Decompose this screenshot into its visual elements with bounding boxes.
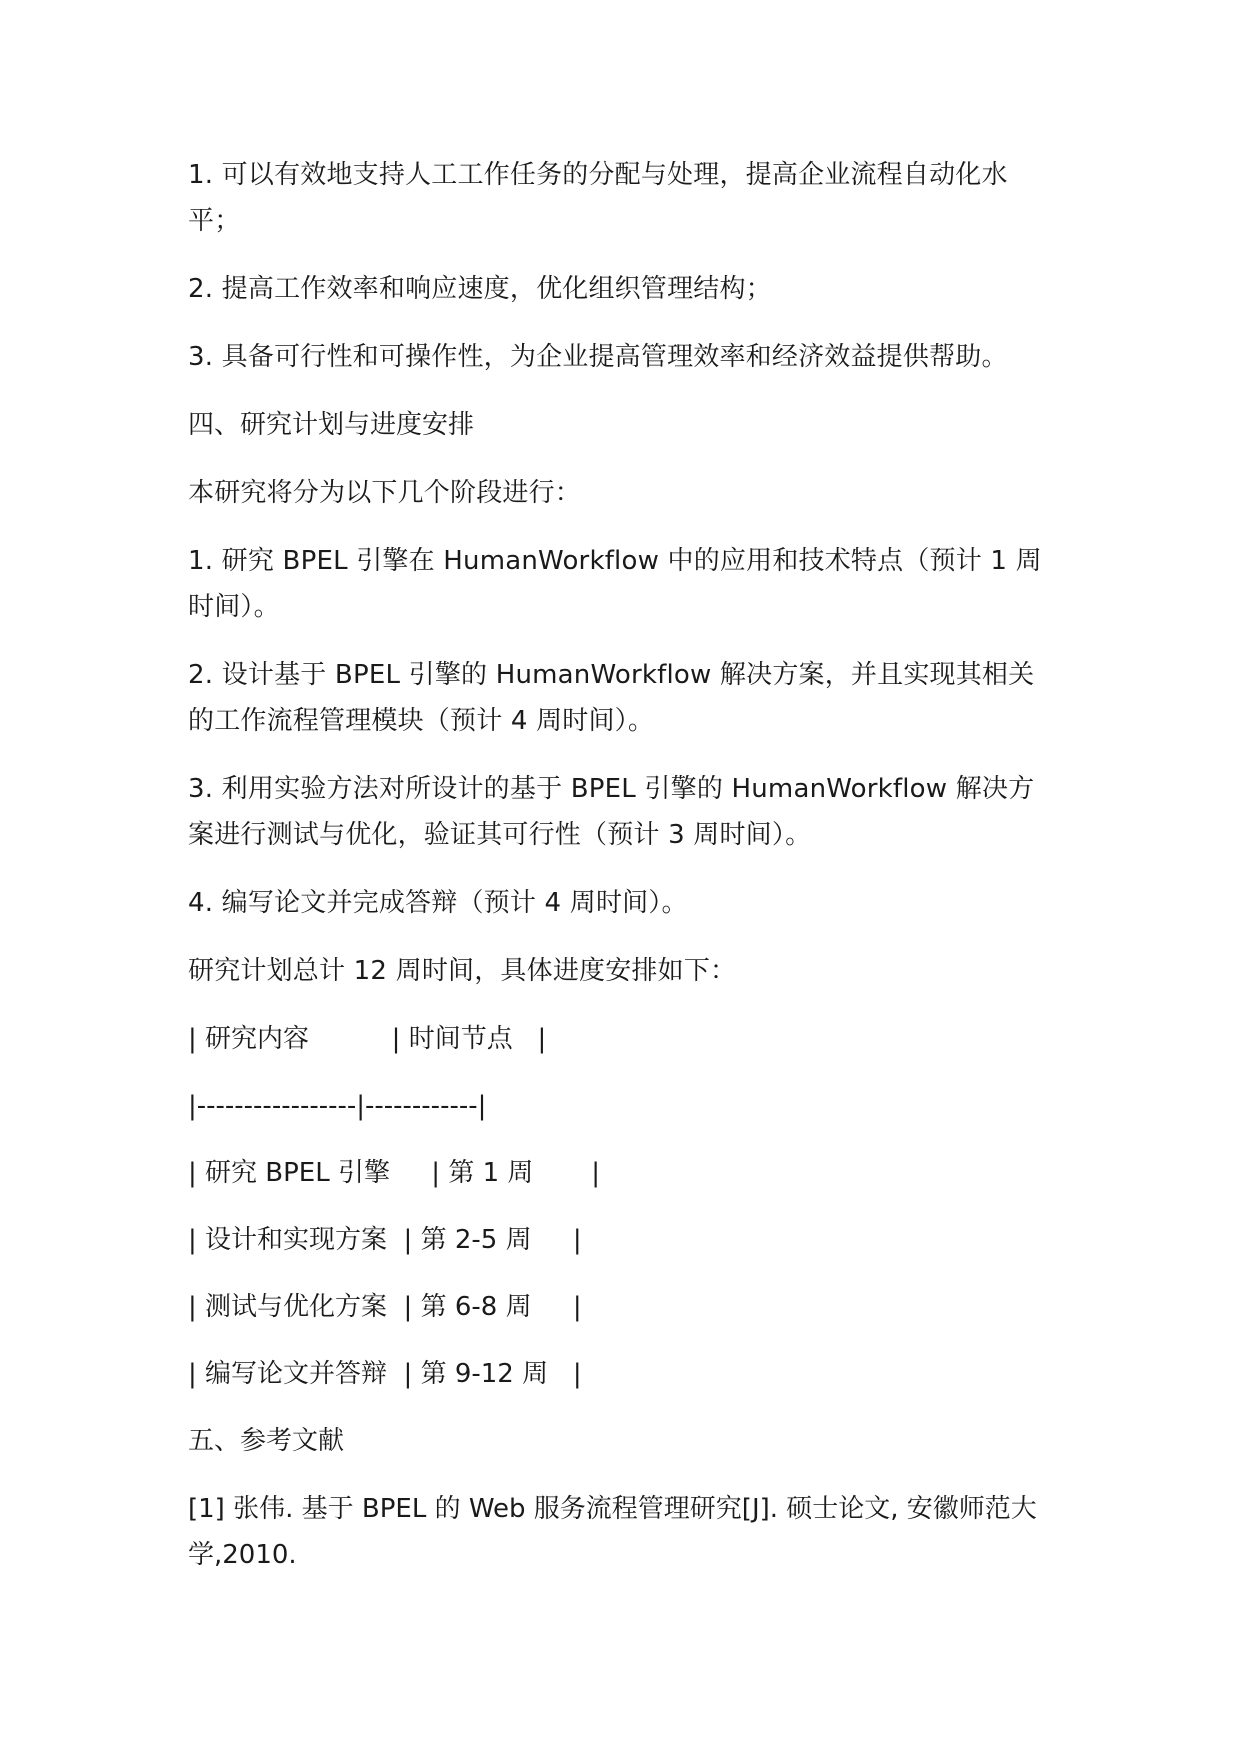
schedule-table xyxy=(188,1016,1058,1397)
benefit-item-3: 3. 具备可行性和可操作性，为企业提高管理效率和经济效益提供帮助。 xyxy=(188,342,1008,372)
plan-summary: 研究计划总计 12 周时间，具体进度安排如下： xyxy=(188,956,737,986)
schedule-table-row: | 测试与优化方案 | 第 6-8 周 | xyxy=(188,1292,582,1322)
schedule-table-header: | 研究内容 | 时间节点 | xyxy=(188,1024,547,1054)
section-5-heading: 五、参考文献 xyxy=(188,1426,345,1456)
reference-item-1: [1] 张伟. 基于 BPEL 的 Web 服务流程管理研究[J]. 硕士论文, 安徽师范大学,2010. xyxy=(188,1494,1037,1570)
stage-item-2: 2. 设计基于 BPEL 引擎的 HumanWorkflow 解决方案，并且实现其相关的工作流程管理模块（预计 4 周时间）。 xyxy=(188,660,1035,736)
benefit-item-2: 2. 提高工作效率和响应速度，优化组织管理结构； xyxy=(188,274,772,304)
stage-item-3: 3. 利用实验方法对所设计的基于 BPEL 引擎的 HumanWorkflow 解决方案进行测试与优化，验证其可行性（预计 3 周时间）。 xyxy=(188,774,1035,850)
schedule-table-row: | 设计和实现方案 | 第 2-5 周 | xyxy=(188,1225,582,1255)
schedule-table-row: | 编写论文并答辩 | 第 9-12 周 | xyxy=(188,1359,582,1389)
document-body xyxy=(188,152,1058,1578)
stage-item-1: 1. 研究 BPEL 引擎在 HumanWorkflow 中的应用和技术特点（预计 1 周时间）。 xyxy=(188,546,1042,622)
schedule-table-separator: |-----------------|------------| xyxy=(188,1091,487,1121)
section-4-heading: 四、研究计划与进度安排 xyxy=(188,410,475,440)
schedule-table-row: | 研究 BPEL 引擎 | 第 1 周 | xyxy=(188,1158,601,1188)
stage-item-4: 4. 编写论文并完成答辩（预计 4 周时间）。 xyxy=(188,888,688,918)
benefit-item-1: 1. 可以有效地支持人工工作任务的分配与处理，提高企业流程自动化水平； xyxy=(188,160,1008,236)
section-4-intro: 本研究将分为以下几个阶段进行： xyxy=(188,478,582,508)
